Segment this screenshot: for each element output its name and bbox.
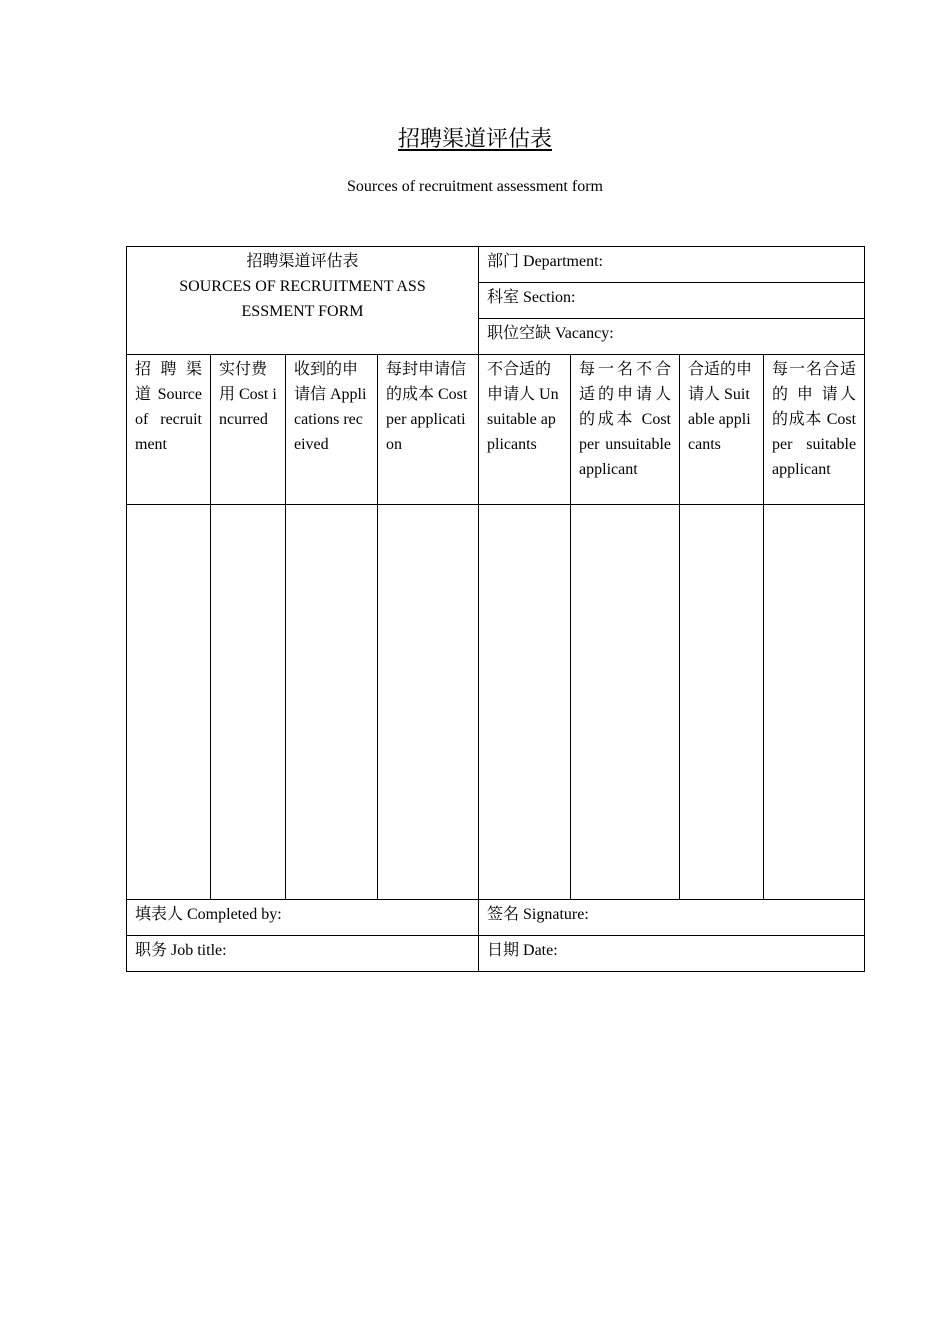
form-header-zh: 招聘渠道评估表 — [246, 253, 359, 270]
entry-cell-cost-per-suitable[interactable] — [764, 505, 865, 900]
vacancy-field[interactable]: 职位空缺 Vacancy: — [479, 319, 865, 355]
entry-cell-cost-incurred[interactable] — [211, 505, 286, 900]
entry-cell-cost-per-application[interactable] — [378, 505, 479, 900]
column-header-cost-per-suitable: 每一名合适 的 申 请人的成本 Cost per suitable applicant — [764, 355, 865, 505]
document-subtitle: Sources of recruitment assessment form — [347, 178, 603, 195]
section-field[interactable]: 科室 Section: — [479, 283, 865, 319]
department-field[interactable]: 部门 Department: — [479, 247, 865, 283]
column-header-unsuitable-applicants: 不合适的申请人 Unsuitable applicants — [479, 355, 571, 505]
column-header-source: 招 聘 渠 道 Source of recruitment — [127, 355, 211, 505]
completed-by-field[interactable]: 填表人 Completed by: — [127, 900, 479, 936]
column-header-applications-received: 收到的申请信 Applications received — [286, 355, 378, 505]
column-header-cost-per-application: 每封申请信的成本 Cost per application — [378, 355, 479, 505]
form-header-cell — [127, 247, 479, 355]
column-header-suitable-applicants: 合适的申请人 Suitable applicants — [680, 355, 764, 505]
entry-cell-suitable-applicants[interactable] — [680, 505, 764, 900]
table-row — [127, 505, 865, 900]
date-field[interactable]: 日期 Date: — [479, 936, 865, 972]
assessment-form-table — [126, 246, 865, 972]
column-header-cost-incurred: 实付费用 Cost incurred — [211, 355, 286, 505]
signature-field[interactable]: 签名 Signature: — [479, 900, 865, 936]
column-header-cost-per-unsuitable: 每一名不合适的申请人的成本 Cost per unsuitable applicant — [571, 355, 680, 505]
job-title-field[interactable]: 职务 Job title: — [127, 936, 479, 972]
form-header-en: SOURCES OF RECRUITMENT ASSESSMENT FORM — [179, 278, 426, 320]
entry-cell-source[interactable] — [127, 505, 211, 900]
entry-cell-unsuitable-applicants[interactable] — [479, 505, 571, 900]
document-title: 招聘渠道评估表 — [397, 126, 552, 151]
entry-cell-cost-per-unsuitable[interactable] — [571, 505, 680, 900]
entry-cell-applications-received[interactable] — [286, 505, 378, 900]
